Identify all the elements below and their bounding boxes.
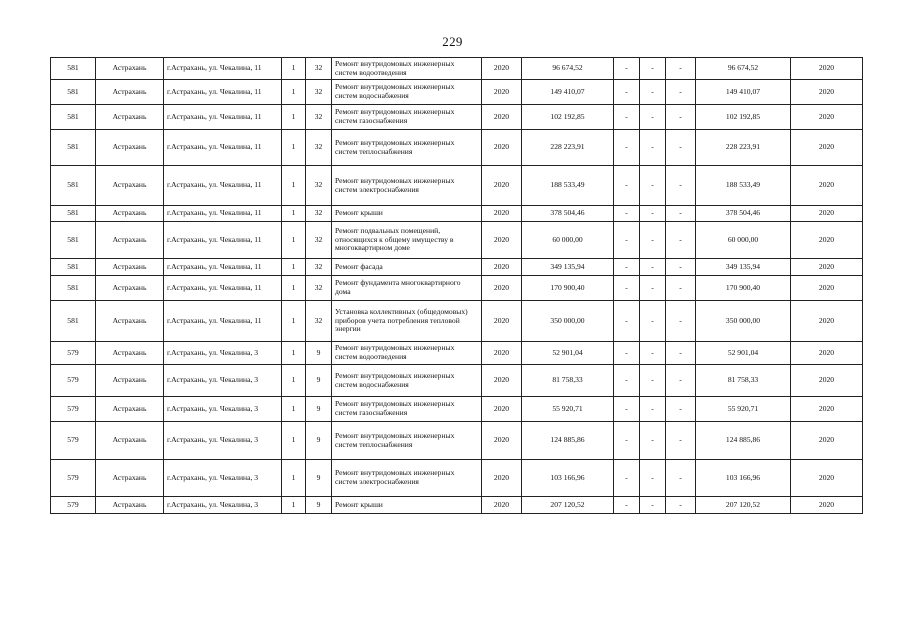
total-cell: 349 135,94 bbox=[696, 259, 791, 276]
entrances-cell: 1 bbox=[282, 365, 306, 397]
work-type-cell: Ремонт внутридомовых инженерных систем газоснабжения bbox=[332, 397, 482, 422]
city-cell: Астрахань bbox=[96, 342, 164, 365]
dash-cell: - bbox=[640, 422, 666, 460]
row-number: 581 bbox=[51, 206, 96, 222]
cost-cell: 102 192,85 bbox=[522, 105, 614, 130]
year-cell: 2020 bbox=[482, 166, 522, 206]
dash-cell: - bbox=[614, 422, 640, 460]
cost-cell: 55 920,71 bbox=[522, 397, 614, 422]
floors-cell: 9 bbox=[306, 342, 332, 365]
dash-cell: - bbox=[640, 276, 666, 301]
completion-year-cell: 2020 bbox=[791, 342, 863, 365]
dash-cell: - bbox=[666, 397, 696, 422]
address-cell: г.Астрахань, ул. Чекалина, 3 bbox=[164, 422, 282, 460]
city-cell: Астрахань bbox=[96, 105, 164, 130]
floors-cell: 32 bbox=[306, 276, 332, 301]
cost-cell: 52 901,04 bbox=[522, 342, 614, 365]
dash-cell: - bbox=[666, 301, 696, 342]
city-cell: Астрахань bbox=[96, 497, 164, 514]
address-cell: г.Астрахань, ул. Чекалина, 11 bbox=[164, 80, 282, 105]
table-row bbox=[51, 259, 863, 276]
cost-cell: 103 166,96 bbox=[522, 460, 614, 497]
address-cell: г.Астрахань, ул. Чекалина, 11 bbox=[164, 130, 282, 166]
city-cell: Астрахань bbox=[96, 365, 164, 397]
completion-year-cell: 2020 bbox=[791, 166, 863, 206]
entrances-cell: 1 bbox=[282, 397, 306, 422]
city-cell: Астрахань bbox=[96, 222, 164, 259]
dash-cell: - bbox=[640, 342, 666, 365]
dash-cell: - bbox=[640, 222, 666, 259]
work-type-cell: Ремонт фасада bbox=[332, 259, 482, 276]
table-row bbox=[51, 397, 863, 422]
row-number: 579 bbox=[51, 342, 96, 365]
entrances-cell: 1 bbox=[282, 460, 306, 497]
dash-cell: - bbox=[666, 460, 696, 497]
cost-cell: 228 223,91 bbox=[522, 130, 614, 166]
table-body bbox=[51, 58, 863, 514]
address-cell: г.Астрахань, ул. Чекалина, 11 bbox=[164, 222, 282, 259]
row-number: 581 bbox=[51, 166, 96, 206]
row-number: 581 bbox=[51, 130, 96, 166]
entrances-cell: 1 bbox=[282, 80, 306, 105]
cost-cell: 378 504,46 bbox=[522, 206, 614, 222]
floors-cell: 9 bbox=[306, 460, 332, 497]
cost-cell: 188 533,49 bbox=[522, 166, 614, 206]
row-number: 581 bbox=[51, 58, 96, 80]
dash-cell: - bbox=[640, 130, 666, 166]
dash-cell: - bbox=[614, 276, 640, 301]
work-type-cell: Ремонт фундамента многоквартирного дома bbox=[332, 276, 482, 301]
dash-cell: - bbox=[640, 58, 666, 80]
dash-cell: - bbox=[614, 497, 640, 514]
address-cell: г.Астрахань, ул. Чекалина, 3 bbox=[164, 342, 282, 365]
address-cell: г.Астрахань, ул. Чекалина, 11 bbox=[164, 166, 282, 206]
table-row bbox=[51, 80, 863, 105]
dash-cell: - bbox=[666, 130, 696, 166]
city-cell: Астрахань bbox=[96, 397, 164, 422]
table-row bbox=[51, 166, 863, 206]
year-cell: 2020 bbox=[482, 497, 522, 514]
table-row bbox=[51, 130, 863, 166]
completion-year-cell: 2020 bbox=[791, 301, 863, 342]
row-number: 581 bbox=[51, 105, 96, 130]
floors-cell: 32 bbox=[306, 166, 332, 206]
table-row bbox=[51, 222, 863, 259]
row-number: 581 bbox=[51, 222, 96, 259]
table-row bbox=[51, 460, 863, 497]
work-type-cell: Ремонт внутридомовых инженерных систем водоотведения bbox=[332, 58, 482, 80]
year-cell: 2020 bbox=[482, 222, 522, 259]
entrances-cell: 1 bbox=[282, 130, 306, 166]
completion-year-cell: 2020 bbox=[791, 397, 863, 422]
work-type-cell: Ремонт подвальных помещений, относящихся к общему имуществу в многоквартирном доме bbox=[332, 222, 482, 259]
year-cell: 2020 bbox=[482, 365, 522, 397]
work-type-cell: Ремонт внутридомовых инженерных систем водоотведения bbox=[332, 342, 482, 365]
dash-cell: - bbox=[614, 80, 640, 105]
dash-cell: - bbox=[640, 397, 666, 422]
entrances-cell: 1 bbox=[282, 342, 306, 365]
city-cell: Астрахань bbox=[96, 422, 164, 460]
completion-year-cell: 2020 bbox=[791, 105, 863, 130]
dash-cell: - bbox=[614, 166, 640, 206]
city-cell: Астрахань bbox=[96, 206, 164, 222]
address-cell: г.Астрахань, ул. Чекалина, 11 bbox=[164, 301, 282, 342]
table-row bbox=[51, 422, 863, 460]
completion-year-cell: 2020 bbox=[791, 80, 863, 105]
address-cell: г.Астрахань, ул. Чекалина, 11 bbox=[164, 206, 282, 222]
row-number: 579 bbox=[51, 460, 96, 497]
year-cell: 2020 bbox=[482, 206, 522, 222]
address-cell: г.Астрахань, ул. Чекалина, 3 bbox=[164, 497, 282, 514]
dash-cell: - bbox=[640, 105, 666, 130]
work-type-cell: Установка коллективных (общедомовых) приборов учета потребления тепловой энергии bbox=[332, 301, 482, 342]
dash-cell: - bbox=[614, 460, 640, 497]
page-number: 229 bbox=[442, 34, 463, 49]
dash-cell: - bbox=[614, 222, 640, 259]
completion-year-cell: 2020 bbox=[791, 276, 863, 301]
city-cell: Астрахань bbox=[96, 460, 164, 497]
completion-year-cell: 2020 bbox=[791, 365, 863, 397]
dash-cell: - bbox=[614, 301, 640, 342]
total-cell: 228 223,91 bbox=[696, 130, 791, 166]
row-number: 579 bbox=[51, 497, 96, 514]
row-number: 581 bbox=[51, 259, 96, 276]
completion-year-cell: 2020 bbox=[791, 497, 863, 514]
completion-year-cell: 2020 bbox=[791, 259, 863, 276]
floors-cell: 32 bbox=[306, 301, 332, 342]
row-number: 579 bbox=[51, 365, 96, 397]
dash-cell: - bbox=[640, 80, 666, 105]
dash-cell: - bbox=[666, 342, 696, 365]
city-cell: Астрахань bbox=[96, 58, 164, 80]
city-cell: Астрахань bbox=[96, 130, 164, 166]
entrances-cell: 1 bbox=[282, 259, 306, 276]
dash-cell: - bbox=[614, 58, 640, 80]
total-cell: 378 504,46 bbox=[696, 206, 791, 222]
cost-cell: 349 135,94 bbox=[522, 259, 614, 276]
table-row bbox=[51, 105, 863, 130]
row-number: 581 bbox=[51, 301, 96, 342]
table-row bbox=[51, 206, 863, 222]
total-cell: 103 166,96 bbox=[696, 460, 791, 497]
row-number: 579 bbox=[51, 422, 96, 460]
cost-cell: 207 120,52 bbox=[522, 497, 614, 514]
dash-cell: - bbox=[666, 166, 696, 206]
row-number: 581 bbox=[51, 276, 96, 301]
completion-year-cell: 2020 bbox=[791, 222, 863, 259]
city-cell: Астрахань bbox=[96, 276, 164, 301]
dash-cell: - bbox=[666, 497, 696, 514]
floors-cell: 32 bbox=[306, 58, 332, 80]
floors-cell: 32 bbox=[306, 206, 332, 222]
dash-cell: - bbox=[666, 259, 696, 276]
address-cell: г.Астрахань, ул. Чекалина, 3 bbox=[164, 365, 282, 397]
total-cell: 102 192,85 bbox=[696, 105, 791, 130]
completion-year-cell: 2020 bbox=[791, 206, 863, 222]
floors-cell: 32 bbox=[306, 130, 332, 166]
entrances-cell: 1 bbox=[282, 206, 306, 222]
dash-cell: - bbox=[666, 58, 696, 80]
floors-cell: 32 bbox=[306, 259, 332, 276]
dash-cell: - bbox=[640, 497, 666, 514]
cost-cell: 149 410,07 bbox=[522, 80, 614, 105]
work-type-cell: Ремонт внутридомовых инженерных систем теплоснабжения bbox=[332, 422, 482, 460]
year-cell: 2020 bbox=[482, 80, 522, 105]
total-cell: 350 000,00 bbox=[696, 301, 791, 342]
table-row bbox=[51, 276, 863, 301]
year-cell: 2020 bbox=[482, 301, 522, 342]
year-cell: 2020 bbox=[482, 259, 522, 276]
total-cell: 52 901,04 bbox=[696, 342, 791, 365]
year-cell: 2020 bbox=[482, 276, 522, 301]
dash-cell: - bbox=[614, 259, 640, 276]
year-cell: 2020 bbox=[482, 460, 522, 497]
entrances-cell: 1 bbox=[282, 166, 306, 206]
dash-cell: - bbox=[614, 342, 640, 365]
city-cell: Астрахань bbox=[96, 166, 164, 206]
dash-cell: - bbox=[640, 365, 666, 397]
city-cell: Астрахань bbox=[96, 259, 164, 276]
entrances-cell: 1 bbox=[282, 276, 306, 301]
total-cell: 207 120,52 bbox=[696, 497, 791, 514]
address-cell: г.Астрахань, ул. Чекалина, 11 bbox=[164, 105, 282, 130]
work-type-cell: Ремонт внутридомовых инженерных систем электроснабжения bbox=[332, 460, 482, 497]
total-cell: 60 000,00 bbox=[696, 222, 791, 259]
dash-cell: - bbox=[614, 130, 640, 166]
year-cell: 2020 bbox=[482, 422, 522, 460]
dash-cell: - bbox=[640, 206, 666, 222]
work-type-cell: Ремонт внутридомовых инженерных систем водоснабжения bbox=[332, 365, 482, 397]
cost-cell: 124 885,86 bbox=[522, 422, 614, 460]
work-type-cell: Ремонт крыши bbox=[332, 497, 482, 514]
floors-cell: 9 bbox=[306, 397, 332, 422]
capital-repair-table bbox=[50, 57, 863, 514]
dash-cell: - bbox=[614, 397, 640, 422]
cost-cell: 81 758,33 bbox=[522, 365, 614, 397]
dash-cell: - bbox=[666, 206, 696, 222]
floors-cell: 32 bbox=[306, 105, 332, 130]
address-cell: г.Астрахань, ул. Чекалина, 3 bbox=[164, 397, 282, 422]
year-cell: 2020 bbox=[482, 58, 522, 80]
total-cell: 96 674,52 bbox=[696, 58, 791, 80]
total-cell: 188 533,49 bbox=[696, 166, 791, 206]
floors-cell: 32 bbox=[306, 80, 332, 105]
completion-year-cell: 2020 bbox=[791, 422, 863, 460]
entrances-cell: 1 bbox=[282, 222, 306, 259]
floors-cell: 9 bbox=[306, 365, 332, 397]
work-type-cell: Ремонт внутридомовых инженерных систем теплоснабжения bbox=[332, 130, 482, 166]
floors-cell: 9 bbox=[306, 497, 332, 514]
year-cell: 2020 bbox=[482, 130, 522, 166]
dash-cell: - bbox=[666, 80, 696, 105]
row-number: 579 bbox=[51, 397, 96, 422]
entrances-cell: 1 bbox=[282, 58, 306, 80]
completion-year-cell: 2020 bbox=[791, 130, 863, 166]
address-cell: г.Астрахань, ул. Чекалина, 11 bbox=[164, 58, 282, 80]
work-type-cell: Ремонт внутридомовых инженерных систем газоснабжения bbox=[332, 105, 482, 130]
total-cell: 81 758,33 bbox=[696, 365, 791, 397]
total-cell: 124 885,86 bbox=[696, 422, 791, 460]
year-cell: 2020 bbox=[482, 105, 522, 130]
cost-cell: 170 900,40 bbox=[522, 276, 614, 301]
address-cell: г.Астрахань, ул. Чекалина, 3 bbox=[164, 460, 282, 497]
floors-cell: 32 bbox=[306, 222, 332, 259]
table-row bbox=[51, 497, 863, 514]
dash-cell: - bbox=[614, 206, 640, 222]
dash-cell: - bbox=[614, 105, 640, 130]
dash-cell: - bbox=[666, 276, 696, 301]
table-row bbox=[51, 365, 863, 397]
entrances-cell: 1 bbox=[282, 497, 306, 514]
address-cell: г.Астрахань, ул. Чекалина, 11 bbox=[164, 276, 282, 301]
work-type-cell: Ремонт внутридомовых инженерных систем электроснабжения bbox=[332, 166, 482, 206]
dash-cell: - bbox=[666, 105, 696, 130]
total-cell: 170 900,40 bbox=[696, 276, 791, 301]
row-number: 581 bbox=[51, 80, 96, 105]
entrances-cell: 1 bbox=[282, 105, 306, 130]
dash-cell: - bbox=[640, 301, 666, 342]
year-cell: 2020 bbox=[482, 342, 522, 365]
cost-cell: 96 674,52 bbox=[522, 58, 614, 80]
dash-cell: - bbox=[666, 222, 696, 259]
dash-cell: - bbox=[640, 259, 666, 276]
table-row bbox=[51, 342, 863, 365]
completion-year-cell: 2020 bbox=[791, 460, 863, 497]
dash-cell: - bbox=[666, 422, 696, 460]
city-cell: Астрахань bbox=[96, 80, 164, 105]
work-type-cell: Ремонт крыши bbox=[332, 206, 482, 222]
cost-cell: 350 000,00 bbox=[522, 301, 614, 342]
total-cell: 149 410,07 bbox=[696, 80, 791, 105]
address-cell: г.Астрахань, ул. Чекалина, 11 bbox=[164, 259, 282, 276]
entrances-cell: 1 bbox=[282, 301, 306, 342]
year-cell: 2020 bbox=[482, 397, 522, 422]
completion-year-cell: 2020 bbox=[791, 58, 863, 80]
dash-cell: - bbox=[666, 365, 696, 397]
dash-cell: - bbox=[640, 460, 666, 497]
table-row bbox=[51, 301, 863, 342]
cost-cell: 60 000,00 bbox=[522, 222, 614, 259]
work-type-cell: Ремонт внутридомовых инженерных систем водоснабжения bbox=[332, 80, 482, 105]
dash-cell: - bbox=[640, 166, 666, 206]
entrances-cell: 1 bbox=[282, 422, 306, 460]
city-cell: Астрахань bbox=[96, 301, 164, 342]
total-cell: 55 920,71 bbox=[696, 397, 791, 422]
floors-cell: 9 bbox=[306, 422, 332, 460]
dash-cell: - bbox=[614, 365, 640, 397]
table-row bbox=[51, 58, 863, 80]
